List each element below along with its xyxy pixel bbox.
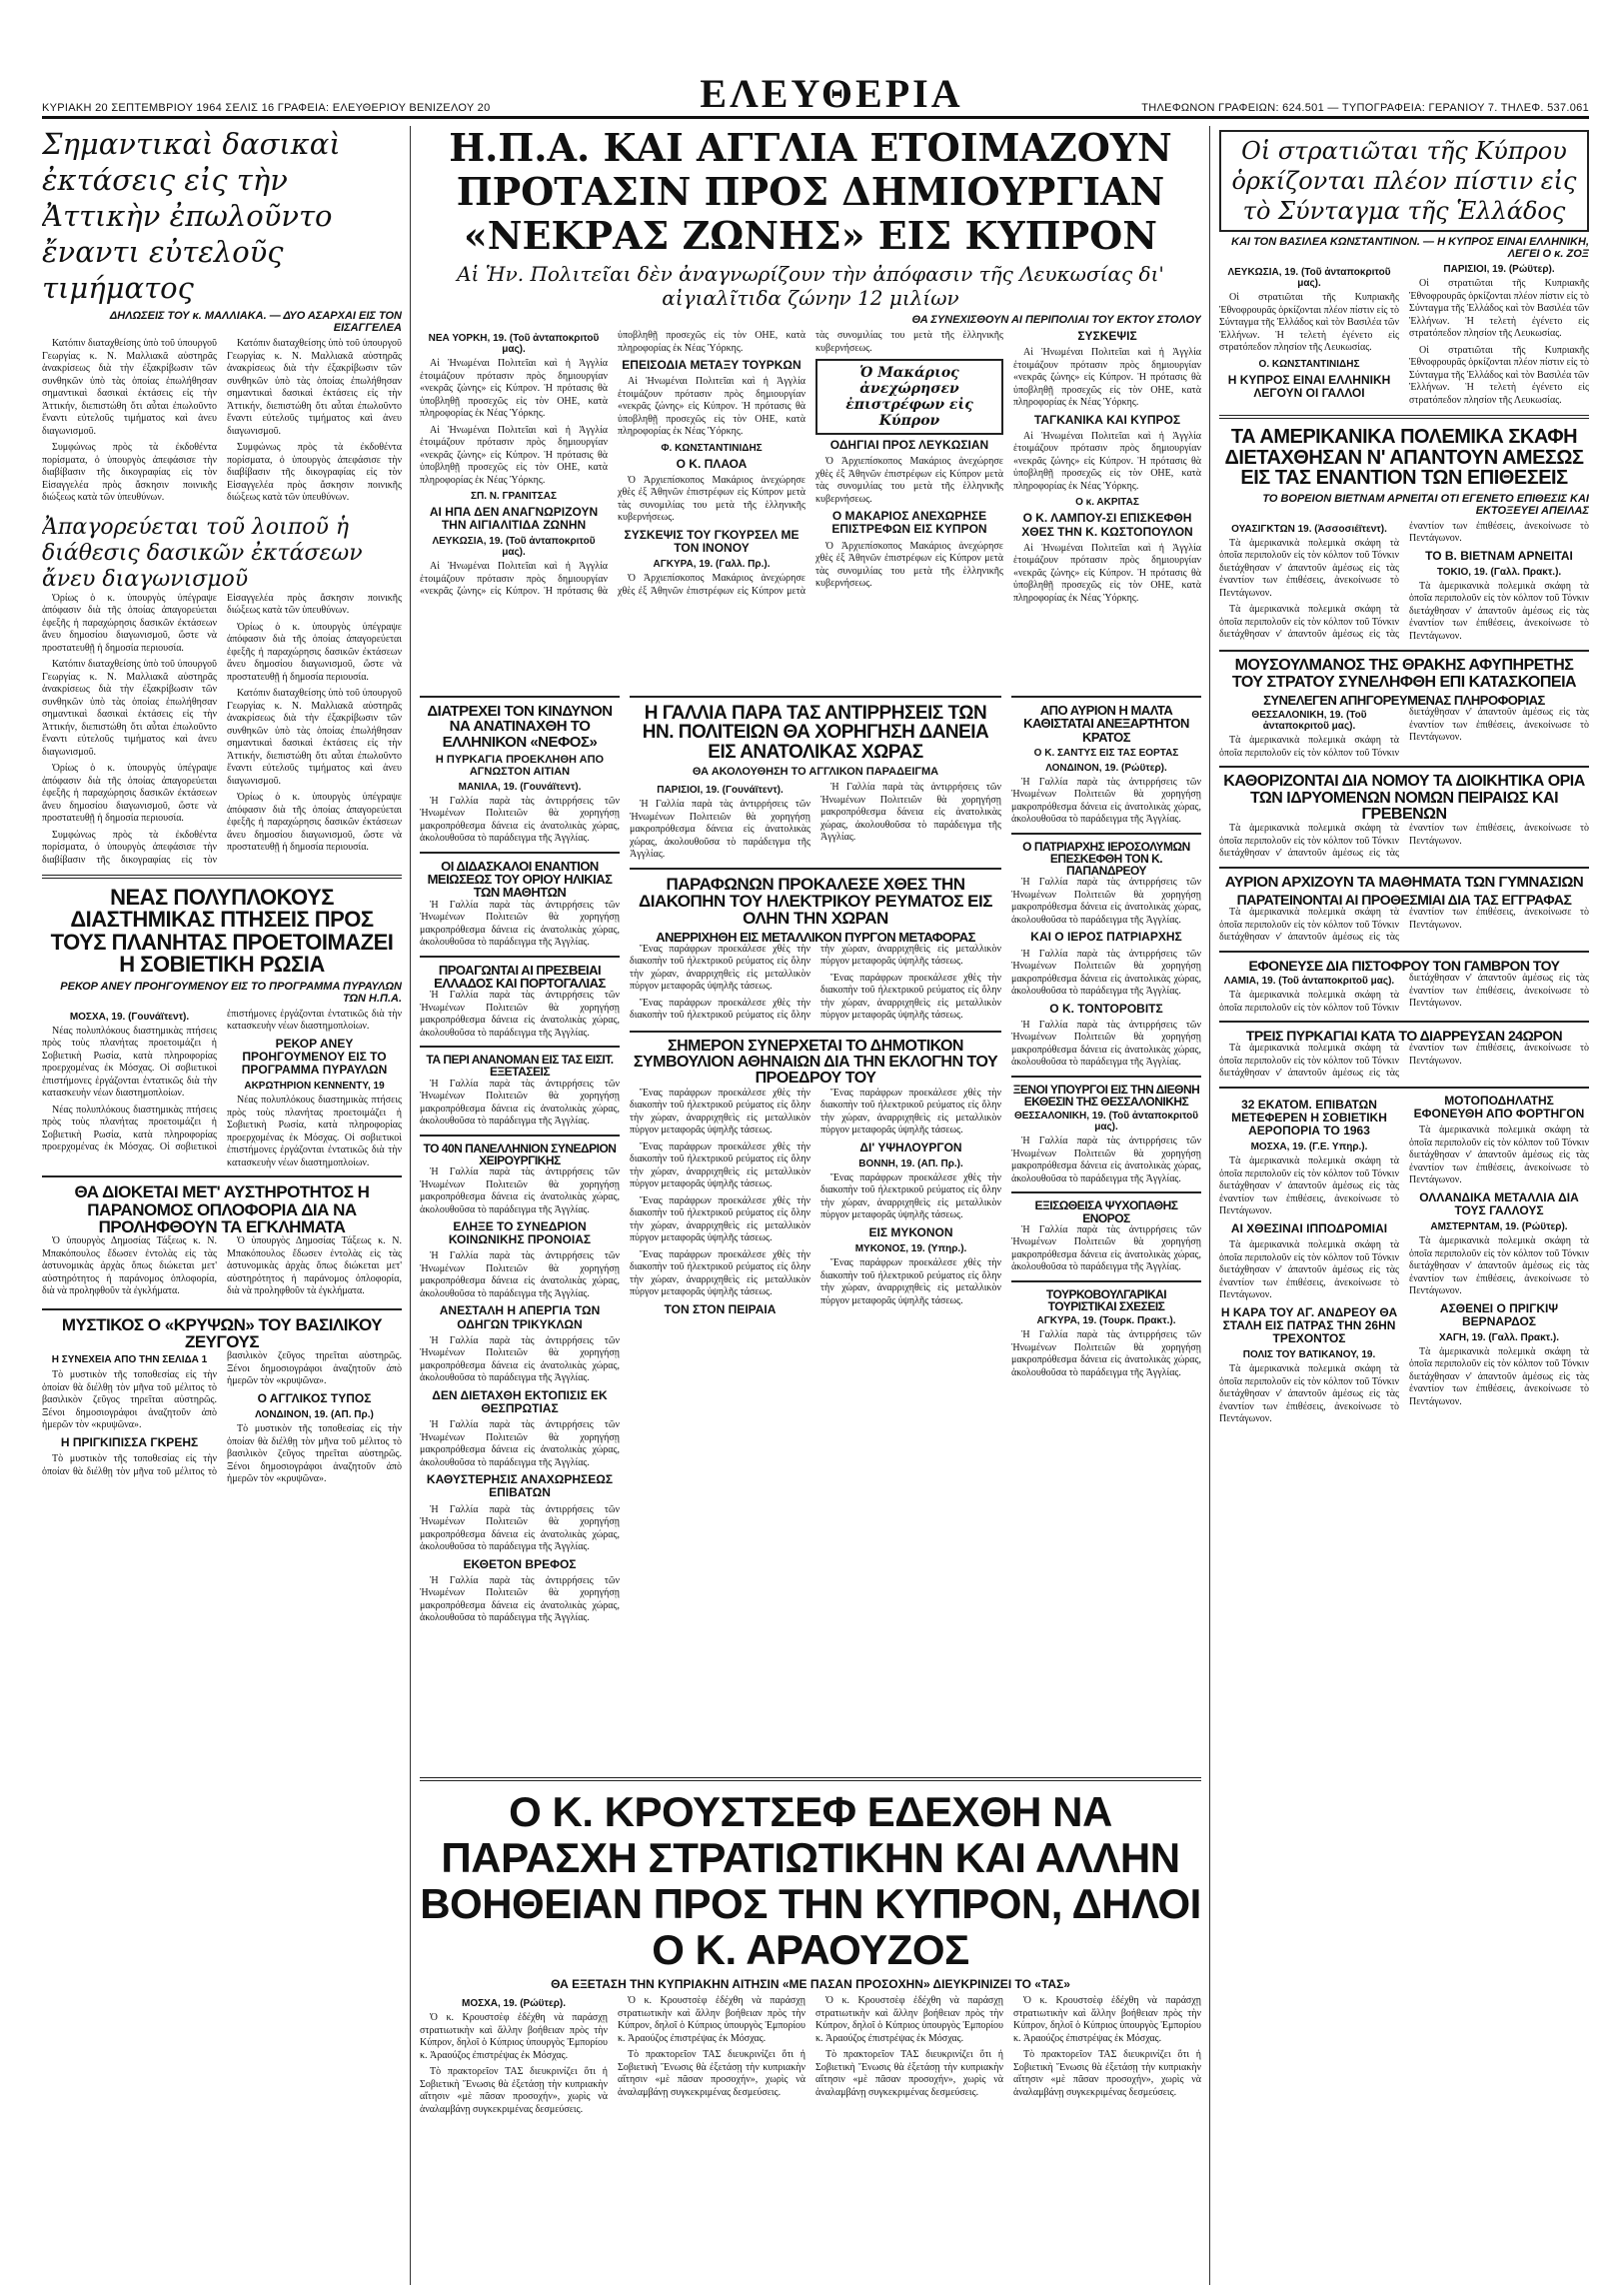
article-text: Ἡ Γαλλία παρὰ τὰς ἀντιρρήσεις τῶν Ἡνωμένων Πολιτειῶν θὰ χορηγήσῃ μακροπρόθεσμα δάνεια εἰς ἀνατολικὰς χώρας, ἀκολουθοῦσα τὸ παράδειγμα τῆς Ἀγγλίας. <box>1011 1329 1201 1378</box>
dateline: ΧΑΓΗ, 19. (Γαλλ. Πρακτ.). <box>1438 1331 1559 1343</box>
section-divider <box>1219 766 1589 768</box>
middle-col-3 <box>1011 690 1201 1759</box>
khrushchev-section <box>420 1769 1201 2279</box>
article-text: Ἡ Γαλλία παρὰ τὰς ἀντιρρήσεις τῶν Ἡνωμένων Πολιτειῶν θὰ χορηγήσῃ μακροπρόθεσμα δάνεια εἰς ἀνατολικὰς χώρας, ἀκολουθοῦσα τὸ παράδειγμα τῆς Ἀγγλίας. <box>420 1419 620 1468</box>
article-text: Ὁρίως ὁ κ. ὑπουργὸς ὑπέγραψε ἀπόφασιν διὰ τῆς ὁποίας ἀπαγορεύεται ἐφεξῆς ἡ παραχώρησις δασικῶν ἐκτάσεων ἄνευ δημοσίου διαγωνισμοῦ, ὥστε νὰ προστατευθῇ ἡ δημοσία περιουσία. <box>227 621 402 683</box>
article-text: Τὸ μυστικὸν τῆς τοποθεσίας εἰς τὴν ὁποίαν θὰ διέλθῃ τὸν μῆνα τοῦ μέλιτος τὸ βασιλικὸν ζεῦγος τηρεῖται αὐστηρῶς. Ξένοι δημοσιογράφοι ἀναζητοῦν ἀπὸ ἡμερῶν τὸν «κρυψῶνα». <box>42 1369 217 1431</box>
byline: Ο. ΚΩΝΣΤΑΝΤΙΝΙΔΗΣ <box>1258 358 1360 370</box>
section-subhead: 32 ΕΚΑΤΟΜ. ΕΠΙΒΑΤΩΝ ΜΕΤΕΦΕΡΕΝ Η ΣΟΒΙΕΤΙΚΗ ΑΕΡΟΠΟΡΙΑ ΤΟ 1963 <box>1231 1097 1387 1139</box>
deck: Αἱ Ἡν. Πολιτεῖαι δὲν ἀναγνωρίζουν τὴν ἀπόφασιν τῆς Λευκωσίας δι' αἰγιαλῖτιδα ζώνην 12 μιλίων <box>457 262 1164 310</box>
article-text: Ὁ κ. Κρουστσὲφ ἐδέχθη νὰ παράσχῃ στρατιωτικὴν καὶ ἄλλην βοήθειαν πρὸς τὴν Κύπρον, δηλοῖ ὁ Κύπριος ὑπουργὸς Ἐμπορίου κ. Ἀραούζος ἐπιστρέψας ἐκ Μόσχας. <box>618 1995 805 2044</box>
article-text: Τὸ πρακτορεῖον ΤΑΣ διευκρινίζει ὅτι ἡ Σοβιετικὴ Ἕνωσις θὰ ἐξετάσῃ τὴν κυπριακὴν αἴτησιν «μὲ πᾶσαν προσοχήν», χωρὶς νὰ ἀναλαμβάνῃ συγκεκριμένας δεσμεύσεις. <box>618 2049 805 2098</box>
article-text: Τὰ ἀμερικανικὰ πολεμικὰ σκάφη τὰ ὁποῖα περιπολοῦν εἰς τὸν κόλπον τοῦ Τόνκιν διετάχθησαν ν' ἀπαντοῦν ἀμέσως εἰς τὰς ἐναντίον των ἐπιθέσεις, ἀνεκοίνωσε τὸ Πεντάγωνον. <box>1409 1235 1589 1297</box>
newspaper-title: ΕΛΕΥΘΕΡΙΑ <box>700 71 963 116</box>
subheadline: ΑΝΕΡΡΙΧΗΘΗ ΕΙΣ ΜΕΤΑΛΛΙΚΟΝ ΠΥΡΓΟΝ ΜΕΤΑΦΟΡΑΣ <box>656 929 975 945</box>
headline-fires: ΤΡΕΙΣ ΠΥΡΚΑΓΙΑΙ ΚΑΤΑ ΤΟ ΔΙΑΡΡΕΥΣΑΝ 24ΩΡΟΝ <box>1245 1028 1563 1045</box>
dateline: ΛΕΥΚΩΣΙΑ, 19. (Τοῦ ἀνταποκριτοῦ μας). <box>432 536 596 559</box>
section-subhead: ΟΔΗΓΙΑΙ ΠΡΟΣ ΛΕΥΚΩΣΙΑΝ <box>829 438 989 452</box>
subheadline: ΚΑΙ ΤΟΝ ΒΑΣΙΛΕΑ ΚΩΝΣΤΑΝΤΙΝΟΝ. — Η ΚΥΠΡΟΣ ΕΙΝΑΙ ΕΛΛΗΝΙΚΗ, ΛΕΓΕΙ Ο κ. ΖΟΞ <box>1231 236 1589 260</box>
headline-forest-ban: Ἀπαγορεύεται τοῦ λοιποῦ ἡ διάθεσις δασικῶν ἐκτάσεων ἄνευ διαγωνισμοῦ <box>42 514 363 592</box>
headline-dead-zone: Η.Π.Α. ΚΑΙ ΑΓΓΛΙΑ ΕΤΟΙΜΑΖΟΥΝ ΠΡΟΤΑΣΙΝ ΠΡΟΣ ΔΗΜΙΟΥΡΓΙΑΝ «ΝΕΚΡΑΣ ΖΩΝΗΣ» ΕΙΣ ΚΥΠΡΟΝ <box>449 126 1172 258</box>
article-text: Ἕνας παράφρων προεκάλεσε χθὲς τὴν διακοπὴν τοῦ ἠλεκτρικοῦ ρεύματος εἰς ὅλην τὴν χώραν, ἀναρριχηθεὶς εἰς μεταλλικὸν πύργον μεταφορᾶς ὑψηλῆς τάσεως. <box>630 1248 810 1298</box>
article-text: Ἕνας παράφρων προεκάλεσε χθὲς τὴν διακοπὴν τοῦ ἠλεκτρικοῦ ρεύματος εἰς ὅλην τὴν χώραν, ἀναρριχηθεὶς εἰς μεταλλικὸν πύργον μεταφορᾶς ὑψηλῆς τάσεως. <box>630 1194 810 1244</box>
article-text: Ὁ ὑπουργὸς Δημοσίας Τάξεως κ. Ν. Μπακόπουλος ἔδωσεν ἐντολὰς εἰς τὰς ἀστυνομικὰς ἀρχὰς ὅπως διώκεται μετ' αὐστηρότητος ἡ παράνομος ὀπλοφορία, διὰ νὰ προληφθοῦν τὰ ἐγκλήματα. <box>42 1235 217 1297</box>
article-text: Ἕνας παράφρων προεκάλεσε χθὲς τὴν διακοπὴν τοῦ ἠλεκτρικοῦ ρεύματος εἰς ὅλην τὴν χώραν, ἀναρριχηθεὶς εἰς μεταλλικὸν πύργον μεταφορᾶς ὑψηλῆς τάσεως. <box>630 943 810 993</box>
article-text: Ὁ κ. Κρουστσὲφ ἐδέχθη νὰ παράσχῃ στρατιωτικὴν καὶ ἄλλην βοήθειαν πρὸς τὴν Κύπρον, δηλοῖ ὁ Κύπριος ὑπουργὸς Ἐμπορίου κ. Ἀραούζος ἐπιστρέψας ἐκ Μόσχας. <box>815 1995 1003 2044</box>
section-divider <box>1219 867 1589 869</box>
article-text: Ὁ ὑπουργὸς Δημοσίας Τάξεως κ. Ν. Μπακόπουλος ἔδωσεν ἐντολὰς εἰς τὰς ἀστυνομικὰς ἀρχὰς ὅπως διώκεται μετ' αὐστηρότητος ἡ παράνομος ὀπλοφορία, διὰ νὰ προληφθοῦν τὰ ἐγκλήματα. <box>227 1235 402 1297</box>
article-text: Αἱ Ἡνωμέναι Πολιτεῖαι καὶ ἡ Ἀγγλία ἑτοιμάζουν πρότασιν πρὸς δημιουργίαν «νεκρᾶς ζώνης» εἰς Κύπρον. Ἡ πρότασις θὰ ὑποβληθῇ προσεχῶς εἰς τὸν ΟΗΕ, κατὰ πληροφορίας ἐκ Νέας Ὑόρκης. <box>420 424 608 486</box>
article-text: Νέας πολυπλόκους διαστημικὰς πτήσεις πρὸς τοὺς πλανήτας προετοιμάζει ἡ Σοβιετικὴ Ρωσία, κατὰ πληροφορίας προερχομένας ἐκ Μόσχας. Οἱ σοβιετικοὶ ἐπιστήμονες ἐργάζονται ἐντατικῶς διὰ τὴν κατασκευὴν νέων διαστημοπλοίων. <box>42 1008 402 1153</box>
headline-france-loans: Η ΓΑΛΛΙΑ ΠΑΡΑ ΤΑΣ ΑΝΤΙΡΡΗΣΕΙΣ ΤΩΝ ΗΝ. ΠΟΛΙΤΕΙΩΝ ΘΑ ΧΟΡΗΓΗΣΗ ΔΑΝΕΙΑ ΕΙΣ ΑΝΑΤΟΛΙΚΑΣ ΧΩΡΑΣ <box>642 703 989 763</box>
article-text: Νέας πολυπλόκους διαστημικὰς πτήσεις πρὸς τοὺς πλανήτας προετοιμάζει ἡ Σοβιετικὴ Ρωσία, κατὰ πληροφορίας προερχομένας ἐκ Μόσχας. Οἱ σοβιετικοὶ ἐπιστήμονες ἐργάζονται ἐντατικῶς διὰ τὴν κατασκευὴν νέων διαστημοπλοίων. <box>42 1025 217 1100</box>
section-subhead: ΤΟΝ ΣΤΟΝ ΠΕΙΡΑΙΑ <box>664 1301 777 1316</box>
headline-exams: ΤΑ ΠΕΡΙ ΑΝΑΝΟΜΑΝ ΕΙΣ ΤΑΣ ΕΙΣΙΤ. ΕΞΕΤΑΣΕΙΣ <box>426 1053 614 1080</box>
center-middle <box>420 690 1201 1759</box>
section-divider <box>42 1175 402 1177</box>
article-text: Ἡ Γαλλία παρὰ τὰς ἀντιρρήσεις τῶν Ἡνωμένων Πολιτειῶν θὰ χορηγήσῃ μακροπρόθεσμα δάνεια εἰς ἀνατολικὰς χώρας, ἀκολουθοῦσα τὸ παράδειγμα τῆς Ἀγγλίας. <box>420 1250 620 1299</box>
section-divider <box>420 852 620 854</box>
section-subhead: ΤΑΓΚΑΝΙΚΑ ΚΑΙ ΚΥΠΡΟΣ <box>1033 412 1181 427</box>
dateline: ΛΕΥΚΩΣΙΑ, 19. (Τοῦ ἀνταποκριτοῦ μας). <box>1227 267 1391 289</box>
section-divider <box>420 1046 620 1048</box>
headline-foreign-ministers: ΞΕΝΟΙ ΥΠΟΥΡΓΟΙ ΕΙΣ ΤΗΝ ΔΙΕΘΝΗ ΕΚΘΕΣΙΝ ΤΗΣ ΘΕΣΣΑΛΟΝΙΚΗΣ <box>1012 1082 1200 1110</box>
article-text: Τὰ ἀμερικανικὰ πολεμικὰ σκάφη τὰ ὁποῖα περιπολοῦν εἰς τὸν κόλπον τοῦ Τόνκιν διετάχθησαν ν' ἀπαντοῦν ἀμέσως εἰς τὰς ἐναντίον των ἐπιθέσεις, ἀνεκοίνωσε τὸ Πεντάγωνον. <box>1219 537 1399 599</box>
section-divider <box>1219 415 1589 419</box>
headline-soviet-space: ΝΕΑΣ ΠΟΛΥΠΛΟΚΟΥΣ ΔΙΑΣΤΗΜΙΚΑΣ ΠΤΗΣΕΙΣ ΠΡΟΣ ΤΟΥΣ ΠΛΑΝΗΤΑΣ ΠΡΟΕΤΟΙΜΑΖΕΙ Η ΣΟΒΙΕΤΙΚΗ ΡΩΣΙΑ <box>50 885 394 978</box>
article-text: Τὸ μυστικὸν τῆς τοποθεσίας εἰς τὴν ὁποίαν θὰ διέλθῃ τὸν μῆνα τοῦ μέλιτος τὸ βασιλικὸν ζεῦγος τηρεῖται αὐστηρῶς. Ξένοι δημοσιογράφοι ἀναζητοῦν ἀπὸ ἡμερῶν τὸν «κρυψῶνα». <box>227 1423 402 1485</box>
section-divider <box>1011 1191 1201 1193</box>
deck-secondary: ΘΑ ΣΥΝΕΧΙΣΘΟΥΝ ΑΙ ΠΕΡΙΠΟΛΙΑΙ ΤΟΥ ΕΚΤΟΥ ΣΤΟΛΟΥ <box>911 314 1201 326</box>
article-text: Τὸ πρακτορεῖον ΤΑΣ διευκρινίζει ὅτι ἡ Σοβιετικὴ Ἕνωσις θὰ ἐξετάσῃ τὴν κυπριακὴν αἴτησιν «μὲ πᾶσαν προσοχήν», χωρὶς νὰ ἀναλαμβάνῃ συγκεκριμένας δεσμεύσεις. <box>815 2049 1003 2098</box>
section-divider <box>1011 1280 1201 1282</box>
subheadline: ΘΑ ΑΚΟΛΟΥΘΗΣΗ ΤΟ ΑΓΓΛΙΚΟΝ ΠΑΡΑΔΕΙΓΜΑ <box>692 766 939 779</box>
subheadline: ΠΑΡΑΤΕΙΝΟΝΤΑΙ ΑΙ ΠΡΟΘΕΣΜΙΑΙ ΔΙΑ ΤΑΣ ΕΓΓΡΑΦΑΣ <box>1236 892 1572 909</box>
article-text: Συμφώνως πρὸς τὰ ἐκδοθέντα πορίσματα, ὁ ὑπουργὸς ἀπεφάσισε τὴν διαβίβασιν τῆς δικογραφίας εἰς τὸν Εἰσαγγελέα πρὸς ἄσκησιν ποινικῆς διώξεως κατὰ τῶν ὑπευθύνων. <box>42 442 217 503</box>
article-text: Ὁρίως ὁ κ. ὑπουργὸς ὑπέγραψε ἀπόφασιν διὰ τῆς ὁποίας ἀπαγορεύεται ἐφεξῆς ἡ παραχώρησις δασικῶν ἐκτάσεων ἄνευ δημοσίου διαγωνισμοῦ, ὥστε νὰ προστατευθῇ ἡ δημοσία περιουσία. <box>42 592 217 654</box>
section-divider <box>1219 1087 1589 1089</box>
column-rule <box>410 126 411 2285</box>
section-subhead: Ο ΜΑΚΑΡΙΟΣ ΑΝΕΧΩΡΗΣΕ ΕΠΙΣΤΡΕΦΩΝ ΕΙΣ ΚΥΠΡΟΝ <box>831 509 987 537</box>
dateline: ΑΓΚΥΡΑ, 19. (Τουρκ. Πρακτ.). <box>1036 1315 1176 1327</box>
headline-us-warships: ΤΑ ΑΜΕΡΙΚΑΝΙΚΑ ΠΟΛΕΜΙΚΑ ΣΚΑΦΗ ΔΙΕΤΑΧΘΗΣΑΝ Ν' ΑΠΑΝΤΟΥΝ ΑΜΕΣΩΣ ΕΙΣ ΤΑΣ ΕΝΑΝΤΙΟΝ ΤΩΝ ΕΠΙΘΕΣΕΙΣ <box>1224 426 1584 490</box>
newspaper-page <box>42 70 1589 2289</box>
article-text: Τὰ ἀμερικανικὰ πολεμικὰ σκάφη τὰ ὁποῖα περιπολοῦν εἰς τὸν κόλπον τοῦ Τόνκιν διετάχθησαν ν' ἀπαντοῦν ἀμέσως εἰς τὰς ἐναντίον των ἐπιθέσεις, ἀνεκοίνωσε τὸ Πεντάγωνον. <box>1219 973 1589 1014</box>
headline-nefos: ΔΙΑΤΡΕΧΕΙ ΤΟΝ ΚΙΝΔΥΝΟΝ ΝΑ ΑΝΑΤΙΝΑΧΘΗ ΤΟ ΕΛΛΗΝΙΚΟΝ «ΝΕΦΟΣ» <box>427 703 613 751</box>
headline-surgery-congress: ΤΟ 40Ν ΠΑΝΕΛΛΗΝΙΟΝ ΣΥΝΕΔΡΙΟΝ ΧΕΙΡΟΥΡΓΙΚΗΣ <box>423 1141 617 1167</box>
article-text: Ἕνας παράφρων προεκάλεσε χθὲς τὴν διακοπὴν τοῦ ἠλεκτρικοῦ ρεύματος εἰς ὅλην τὴν χώραν, ἀναρριχηθεὶς εἰς μεταλλικὸν πύργον μεταφορᾶς ὑψηλῆς τάσεως. <box>630 943 1001 1022</box>
article-text: Ὁ Ἀρχιεπίσκοπος Μακάριος ἀνεχώρησε χθὲς ἐξ Ἀθηνῶν ἐπιστρέφων εἰς Κύπρον μετὰ τὰς συνομιλίας του μετὰ τῆς ἑλληνικῆς κυβερνήσεως. <box>815 456 1003 505</box>
section-subhead: ΤΟ Β. ΒΙΕΤΝΑΜ ΑΡΝΕΙΤΑΙ <box>1425 548 1573 563</box>
article-text: Ὁρίως ὁ κ. ὑπουργὸς ὑπέγραψε ἀπόφασιν διὰ τῆς ὁποίας ἀπαγορεύεται ἐφεξῆς ἡ παραχώρησις δασικῶν ἐκτάσεων ἄνευ δημοσίου διαγωνισμοῦ, ὥστε νὰ προστατευθῇ ἡ δημοσία περιουσία. <box>227 792 402 853</box>
article-text: Ἡ Γαλλία παρὰ τὰς ἀντιρρήσεις τῶν Ἡνωμένων Πολιτειῶν θὰ χορηγήσῃ μακροπρόθεσμα δάνεια εἰς ἀνατολικὰς χώρας, ἀκολουθοῦσα τὸ παράδειγμα τῆς Ἀγγλίας. <box>420 899 620 949</box>
subheadline: Η ΠΥΡΚΑΓΙΑ ΠΡΟΕΚΛΗΘΗ ΑΠΟ ΑΓΝΩΣΤΟΝ ΑΙΤΙΑΝ <box>435 753 605 778</box>
article-text: Τὰ ἀμερικανικὰ πολεμικὰ σκάφη τὰ ὁποῖα περιπολοῦν εἰς τὸν κόλπον τοῦ Τόνκιν διετάχθησαν ν' ἀπαντοῦν ἀμέσως εἰς τὰς ἐναντίον των ἐπιθέσεις, ἀνεκοίνωσε τὸ Πεντάγωνον. <box>1219 520 1589 641</box>
dateline: ΛΑΜΙΑ, 19. (Τοῦ ἀνταποκριτοῦ μας). <box>1223 976 1395 988</box>
continuation-note: Η ΣΥΝΕΧΕΙΑ ΑΠΟ ΤΗΝ ΣΕΛΙΔΑ 1 <box>51 1354 208 1366</box>
article-text: Ἡ Γαλλία παρὰ τὰς ἀντιρρήσεις τῶν Ἡνωμένων Πολιτειῶν θὰ χορηγήσῃ μακροπρόθεσμα δάνεια εἰς ἀνατολικὰς χώρας, ἀκολουθοῦσα τὸ παράδειγμα τῆς Ἀγγλίας. <box>420 1503 620 1553</box>
section-subhead: ΑΣΘΕΝΕΙ Ο ΠΡΙΓΚΙΨ ΒΕΡΝΑΡΔΟΣ <box>1439 1300 1559 1328</box>
dateline: ΛΟΝΔΙΝΟΝ, 19. (ΑΠ. Πρ.) <box>255 1409 374 1421</box>
headline-psychopath: ΕΞΙΣΩΘΕΙΣΑ ΨΥΧΟΠΑΘΗΣ ΕΝΟΡΟΣ <box>1034 1198 1178 1225</box>
headline-patriarch: Ο ΠΑΤΡΙΑΡΧΗΣ ΙΕΡΟΣΟΛΥΜΩΝ ΕΠΕΣΚΕΦΘΗ ΤΟΝ Κ. ΠΑΠΑΝΔΡΕΟΥ <box>1022 839 1190 879</box>
dateline: ΘΕΣΣΑΛΟΝΙΚΗ, 19. (Τοῦ ἀνταποκριτοῦ μας). <box>1013 1111 1199 1134</box>
section-divider <box>420 696 620 698</box>
dateline: ΠΟΛΙΣ ΤΟΥ ΒΑΤΙΚΑΝΟΥ, 19. <box>1242 1349 1376 1361</box>
section-divider <box>420 1135 620 1137</box>
section-subhead: Ο Κ. ΤΟΝΤΟΡΟΒΙΤΣ <box>1049 1001 1163 1016</box>
masthead-contact-line: ΤΗΛΕΦΩΝΟΝ ΓΡΑΦΕΙΩΝ: 624.501 — ΤΥΠΟΓΡΑΦΕΙΑ: ΓΕΡΑΝΙΟΥ 7. ΤΗΛΕΦ. 537.061 <box>1141 102 1589 114</box>
section-subhead: ΔΙ' ΥΨΗΛΟΥΡΓΟΝ <box>859 1140 962 1154</box>
article-text: Αἱ Ἡνωμέναι Πολιτεῖαι καὶ ἡ Ἀγγλία ἑτοιμάζουν πρότασιν πρὸς δημιουργίαν «νεκρᾶς ζώνης» εἰς Κύπρον. Ἡ πρότασις θὰ ὑποβληθῇ προσεχῶς εἰς τὸν ΟΗΕ, κατὰ πληροφορίας ἐκ Νέας Ὑόρκης. <box>1013 542 1201 604</box>
article-text: Συμφώνως πρὸς τὰ ἐκδοθέντα πορίσματα, ὁ ὑπουργὸς ἀπεφάσισε τὴν διαβίβασιν τῆς δικογραφίας εἰς τὸν Εἰσαγγελέα πρὸς ἄσκησιν ποινικῆς διώξεως κατὰ τῶν ὑπευθύνων. <box>227 442 402 503</box>
article-text: Ἡ Γαλλία παρὰ τὰς ἀντιρρήσεις τῶν Ἡνωμένων Πολιτειῶν θὰ χορηγήσῃ μακροπρόθεσμα δάνεια εἰς ἀνατολικὰς χώρας, ἀκολουθοῦσα τὸ παράδειγμα τῆς Ἀγγλίας. <box>1011 1223 1201 1273</box>
headline-royal-hideaway: ΜΥΣΤΙΚΟΣ Ο «ΚΡΥΨΩΝ» ΤΟΥ ΒΑΣΙΛΙΚΟΥ ΖΕΥΓΟΥΣ <box>61 1314 383 1352</box>
middle-col-1 <box>420 690 620 1759</box>
headline-khrushchev: Ο Κ. ΚΡΟΥΣΤΣΕΦ ΕΔΕΧΘΗ ΝΑ ΠΑΡΑΣΧΗ ΣΤΡΑΤΙΩΤΙΚΗΝ ΚΑΙ ΑΛΛΗΝ ΒΟΗΘΕΙΑΝ ΠΡΟΣ ΤΗΝ ΚΥΠΡΟΝ, ΔΗΛΟΙ Ο Κ. ΑΡΑΟΥΖΟΣ <box>420 1788 1201 1973</box>
article-text: Ὁ Ἀρχιεπίσκοπος Μακάριος ἀνεχώρησε χθὲς ἐξ Ἀθηνῶν ἐπιστρέφων εἰς Κύπρον μετὰ τὰς συνομιλίας του μετὰ τῆς ἑλληνικῆς κυβερνήσεως. <box>815 540 1003 590</box>
article-text: Τὰ ἀμερικανικὰ πολεμικὰ σκάφη τὰ ὁποῖα περιπολοῦν εἰς τὸν κόλπον τοῦ Τόνκιν διετάχθησαν ν' ἀπαντοῦν ἀμέσως εἰς τὰς ἐναντίον των ἐπιθέσεις, ἀνεκοίνωσε τὸ Πεντάγωνον. <box>1409 580 1589 642</box>
article-text: Αἱ Ἡνωμέναι Πολιτεῖαι καὶ ἡ Ἀγγλία ἑτοιμάζουν πρότασιν πρὸς δημιουργίαν «νεκρᾶς ζώνης» εἰς Κύπρον. Ἡ πρότασις θὰ ὑποβληθῇ προσεχῶς εἰς τὸν ΟΗΕ, κατὰ πληροφορίας ἐκ Νέας Ὑόρκης. <box>420 358 608 419</box>
headline-espionage: ΜΟΥΣΟΥΛΜΑΝΟΣ ΤΗΣ ΘΡΑΚΗΣ ΑΦΥΠΗΡΕΤΗΣ ΤΟΥ ΣΤΡΑΤΟΥ ΣΥΝΕΛΗΦΘΗ ΕΠΙ ΚΑΤΑΣΚΟΠΕΙΑ <box>1231 657 1577 691</box>
article-text: Ἡ Γαλλία παρὰ τὰς ἀντιρρήσεις τῶν Ἡνωμένων Πολιτειῶν θὰ χορηγήσῃ μακροπρόθεσμα δάνεια εἰς ἀνατολικὰς χώρας, ἀκολουθοῦσα τὸ παράδειγμα τῆς Ἀγγλίας. <box>420 1078 620 1128</box>
dateline: ΟΥΑΣΙΓΚΤΩΝ 19. (Ἀσσοσιέϊτεντ). <box>1231 523 1387 535</box>
article-text: Ἡ Γαλλία παρὰ τὰς ἀντιρρήσεις τῶν Ἡνωμένων Πολιτειῶν θὰ χορηγήσῃ μακροπρόθεσμα δάνεια εἰς ἀνατολικὰς χώρας, ἀκολουθοῦσα τὸ παράδειγμα τῆς Ἀγγλίας. <box>420 1166 620 1215</box>
dateline: ΒΟΝΝΗ, 19. (ΑΠ. Πρ.). <box>858 1157 963 1169</box>
section-subhead: ΔΕΝ ΔΙΕΤΑΧΘΗ ΕΚΤΟΠΙΣΙΣ ΕΚ ΘΕΣΠΡΩΤΙΑΣ <box>432 1387 608 1416</box>
section-subhead: ΡΕΚΟΡ ΑΝΕΥ ΠΡΟΗΓΟΥΜΕΝΟΥ ΕΙΣ ΤΟ ΠΡΟΓΡΑΜΜΑ ΠΥΡΑΥΛΩΝ <box>241 1036 388 1078</box>
dateline: ΛΟΝΔΙΝΟΝ, 19. (Ρώϋτερ). <box>1045 762 1167 774</box>
section-divider <box>1219 1021 1589 1023</box>
article-text: Ὁρίως ὁ κ. ὑπουργὸς ὑπέγραψε ἀπόφασιν διὰ τῆς ὁποίας ἀπαγορεύεται ἐφεξῆς ἡ παραχώρησις δασικῶν ἐκτάσεων ἄνευ δημοσίου διαγωνισμοῦ, ὥστε νὰ προστατευθῇ ἡ δημοσία περιουσία. <box>42 763 217 824</box>
subheadline: ΔΗΛΩΣΕΙΣ ΤΟΥ κ. ΜΑΛΛΙΑΚΑ. — ΔΥΟ ΑΣΑΡΧΑΙ ΕΙΣ ΤΟΝ ΕΙΣΑΓΓΕΛΕΑ <box>109 310 402 334</box>
subheadline: ΘΑ ΕΞΕΤΑΣΗ ΤΗΝ ΚΥΠΡΙΑΚΗΝ ΑΙΤΗΣΙΝ «ΜΕ ΠΑΣΑΝ ΠΡΟΣΟΧΗΝ» ΔΙΕΥΚΡΙΝΙΖΕΙ ΤΟ «ΤΑΣ» <box>551 1977 1070 1991</box>
section-divider <box>630 868 1001 870</box>
dateline: ΠΑΡΙΣΙΟΙ, 19. (Ρώϋτερ). <box>1443 264 1555 275</box>
article-text: Ἡ Γαλλία παρὰ τὰς ἀντιρρήσεις τῶν Ἡνωμένων Πολιτειῶν θὰ χορηγήσῃ μακροπρόθεσμα δάνεια εἰς ἀνατολικὰς χώρας, ἀκολουθοῦσα τὸ παράδειγμα τῆς Ἀγγλίας. <box>420 990 620 1039</box>
article-text: Τὰ ἀμερικανικὰ πολεμικὰ σκάφη τὰ ὁποῖα περιπολοῦν εἰς τὸν κόλπον τοῦ Τόνκιν διετάχθησαν ν' ἀπαντοῦν ἀμέσως εἰς τὰς ἐναντίον των ἐπιθέσεις, ἀνεκοίνωσε τὸ Πεντάγωνον. <box>1219 1155 1399 1217</box>
section-divider <box>420 956 620 958</box>
article-text: Οἱ στρατιῶται τῆς Κυπριακῆς Ἐθνοφρουρᾶς ὁρκίζονται πλέον πίστιν εἰς τὸ Σύνταγμα τῆς Ἑλλάδος καὶ τὸν Βασιλέα τῶν Ἑλλήνων. Ἡ τελετὴ ἐγένετο εἰς στρατόπεδον πλησίον τῆς Λευκωσίας. <box>1409 278 1589 339</box>
article-text: Αἱ Ἡνωμέναι Πολιτεῖαι καὶ ἡ Ἀγγλία ἑτοιμάζουν πρότασιν πρὸς δημιουργίαν «νεκρᾶς ζώνης» εἰς Κύπρον. Ἡ πρότασις θὰ ὑποβληθῇ προσεχῶς εἰς τὸν ΟΗΕ, κατὰ πληροφορίας ἐκ Νέας Ὑόρκης. <box>1013 347 1201 409</box>
left-column <box>42 126 402 1486</box>
article-text: Ἕνας παράφρων προεκάλεσε χθὲς τὴν διακοπὴν τοῦ ἠλεκτρικοῦ ρεύματος εἰς ὅλην τὴν χώραν, ἀναρριχηθεὶς εἰς μεταλλικὸν πύργον μεταφορᾶς ὑψηλῆς τάσεως. <box>820 1087 1001 1137</box>
subheadline: Ο Κ. ΣΑΝΤΥΣ ΕΙΣ ΤΑΣ ΕΟΡΤΑΣ <box>1033 747 1179 759</box>
dateline: ΠΑΡΙΣΙΟΙ, 19. (Γουνάϊτεντ). <box>657 785 784 797</box>
article-text: Ἕνας παράφρων προεκάλεσε χθὲς τὴν διακοπὴν τοῦ ἠλεκτρικοῦ ρεύματος εἰς ὅλην τὴν χώραν, ἀναρριχηθεὶς εἰς μεταλλικὸν πύργον μεταφορᾶς ὑψηλῆς τάσεως. <box>630 1141 810 1190</box>
headline-power-outage: ΠΑΡΑΦΩΝΩΝ ΠΡΟΚΑΛΕΣΕ ΧΘΕΣ ΤΗΝ ΔΙΑΚΟΠΗΝ ΤΟΥ ΗΛΕΚΤΡΙΚΟΥ ΡΕΥΜΑΤΟΣ ΕΙΣ ΟΛΗΝ ΤΗΝ ΧΩΡΑΝ <box>639 874 992 929</box>
section-subhead: Ο ΑΓΓΛΙΚΟΣ ΤΥΠΟΣ <box>257 1390 372 1405</box>
article-text: Ἡ Γαλλία παρὰ τὰς ἀντιρρήσεις τῶν Ἡνωμένων Πολιτειῶν θὰ χορηγήσῃ μακροπρόθεσμα δάνεια εἰς ἀνατολικὰς χώρας, ἀκολουθοῦσα τὸ παράδειγμα τῆς Ἀγγλίας. <box>1011 1136 1201 1184</box>
article-text: Κατόπιν διαταχθείσης ὑπὸ τοῦ ὑπουργοῦ Γεωργίας κ. Ν. Μαλλιακᾶ αὐστηρᾶς ἀνακρίσεως διὰ τὴν ἐξακρίβωσιν τῶν συνθηκῶν ὑπὸ τὰς ὁποίας ἐπωλήθησαν σημαντικαὶ δασικαὶ ἐκτάσεις εἰς τὴν Ἀττικήν, διεπιστώθη ὅτι αὗται ἐπωλοῦντο ἔναντι εὐτελοῦς τιμήματος καὶ ἀνευ διαγωνισμοῦ. <box>227 338 402 437</box>
section-divider <box>42 1308 402 1310</box>
article-text: Ὁ κ. Κρουστσὲφ ἐδέχθη νὰ παράσχῃ στρατιωτικὴν καὶ ἄλλην βοήθειαν πρὸς τὴν Κύπρον, δηλοῖ ὁ Κύπριος ὑπουργὸς Ἐμπορίου κ. Ἀραούζος ἐπιστρέψας ἐκ Μόσχας. <box>1013 1995 1201 2044</box>
subheadline: ΤΟ ΒΟΡΕΙΟΝ ΒΙΕΤΝΑΜ ΑΡΝΕΙΤΑΙ ΟΤΙ ΕΓΕΝΕΤΟ ΕΠΙΘΕΣΙΣ ΚΑΙ ΕΚΤΟΞΕΥΕΙ ΑΠΕΙΛΑΣ <box>1262 492 1589 517</box>
headline-tourism: ΤΟΥΡΚΟΒΟΥΛΓΑΡΙΚΑΙ ΤΟΥΡΙΣΤΙΚΑΙ ΣΧΕΣΕΙΣ <box>1045 1286 1167 1313</box>
section-subhead: ΟΛΛΑΝΔΙΚΑ ΜΕΤΑΛΛΙΑ ΔΙΑ ΤΟΥΣ ΓΑΛΛΟΥΣ <box>1419 1189 1579 1217</box>
column-rule <box>1209 126 1210 2285</box>
headline-prefectures: ΚΑΘΟΡΙΖΟΝΤΑΙ ΔΙΑ ΝΟΜΟΥ ΤΑ ΔΙΟΙΚΗΤΙΚΑ ΟΡΙΑ ΤΩΝ ΙΔΡΥΟΜΕΝΩΝ ΝΟΜΩΝ ΠΕΙΡΑΙΩΣ ΚΑΙ ΓΡΕΒΕΝΩΝ <box>1223 773 1585 823</box>
article-text: Αἱ Ἡνωμέναι Πολιτεῖαι καὶ ἡ Ἀγγλία ἑτοιμάζουν πρότασιν πρὸς δημιουργίαν «νεκρᾶς ζώνης» εἰς Κύπρον. Ἡ πρότασις θὰ ὑποβληθῇ προσεχῶς εἰς τὸν ΟΗΕ, κατὰ πληροφορίας ἐκ Νέας Ὑόρκης. <box>1013 430 1201 492</box>
section-subhead: ΕΚΘΕΤΟΝ ΒΡΕΦΟΣ <box>463 1556 577 1571</box>
article-text: Τὰ ἀμερικανικὰ πολεμικὰ σκάφη τὰ ὁποῖα περιπολοῦν εἰς τὸν κόλπον τοῦ Τόνκιν διετάχθησαν ν' ἀπαντοῦν ἀμέσως εἰς τὰς ἐναντίον των ἐπιθέσεις, ἀνεκοίνωσε τὸ Πεντάγωνον. <box>1409 1345 1589 1407</box>
article-text: Ἕνας παράφρων προεκάλεσε χθὲς τὴν διακοπὴν τοῦ ἠλεκτρικοῦ ρεύματος εἰς ὅλην τὴν χώραν, ἀναρριχηθεὶς εἰς μεταλλικὸν πύργον μεταφορᾶς ὑψηλῆς τάσεως. <box>820 1257 1001 1306</box>
headline-murder: ΕΦΟΝΕΥΣΕ ΔΙΑ ΠΙΣΤΟΦΡΟΥ ΤΟΝ ΓΑΜΒΡΟΝ ΤΟΥ <box>1248 957 1560 974</box>
masthead <box>42 70 1589 119</box>
section-subhead: Ο Κ. ΛΑΜΠΟΥ-ΣΙ ΕΠΙΣΚΕΦΘΗ ΧΘΕΣ ΤΗΝ Κ. ΚΩΣΤΟΠΟΥΛΟΝ <box>1021 511 1193 539</box>
article-text: Αἱ Ἡνωμέναι Πολιτεῖαι καὶ ἡ Ἀγγλία ἑτοιμάζουν πρότασιν πρὸς δημιουργίαν «νεκρᾶς ζώνης» εἰς Κύπρον. Ἡ πρότασις θὰ ὑποβληθῇ προσεχῶς εἰς τὸν ΟΗΕ, κατὰ πληροφορίας ἐκ Νέας Ὑόρκης. <box>420 330 805 598</box>
article-text: Τὰ ἀμερικανικὰ πολεμικὰ σκάφη τὰ ὁποῖα περιπολοῦν εἰς τὸν κόλπον τοῦ Τόνκιν διετάχθησαν ν' ἀπαντοῦν ἀμέσως εἰς τὰς ἐναντίον των ἐπιθέσεις, ἀνεκοίνωσε τὸ Πεντάγωνον. <box>1409 1125 1589 1186</box>
section-divider <box>1011 1076 1201 1078</box>
section-subhead: Η ΚΑΡΑ ΤΟΥ ΑΓ. ΑΝΔΡΕΟΥ ΘΑ ΣΤΑΛΗ ΕΙΣ ΠΑΤΡΑΣ ΤΗΝ 26ΗΝ ΤΡΕΧΟΝΤΟΣ <box>1220 1304 1398 1345</box>
article-text: Ἡ Γαλλία παρὰ τὰς ἀντιρρήσεις τῶν Ἡνωμένων Πολιτειῶν θὰ χορηγήσῃ μακροπρόθεσμα δάνεια εἰς ἀνατολικὰς χώρας, ἀκολουθοῦσα τὸ παράδειγμα τῆς Ἀγγλίας. <box>630 799 810 861</box>
section-subhead: ΕΛΗΞΕ ΤΟ ΣΥΝΕΔΡΙΟΝ ΚΟΙΝΩΝΙΚΗΣ ΠΡΟΝΟΙΑΣ <box>448 1219 592 1247</box>
subheadline: ΣΥΝΕΛΕΓΕΝ ΑΠΗΓΟΡΕΥΜΕΝΑΣ ΠΛΗΡΟΦΟΡΙΑΣ <box>1263 693 1545 709</box>
center-lead <box>420 126 1201 686</box>
article-text: Κατόπιν διαταχθείσης ὑπὸ τοῦ ὑπουργοῦ Γεωργίας κ. Ν. Μαλλιακᾶ αὐστηρᾶς ἀνακρίσεως διὰ τὴν ἐξακρίβωσιν τῶν συνθηκῶν ὑπὸ τὰς ὁποίας ἐπωλήθησαν σημαντικαὶ δασικαὶ ἐκτάσεις εἰς τὴν Ἀττικήν, διεπιστώθη ὅτι αὗται ἐπωλοῦντο ἔναντι εὐτελοῦς τιμήματος καὶ ἀνευ διαγωνισμοῦ. <box>42 659 217 758</box>
article-text: Ἡ Γαλλία παρὰ τὰς ἀντιρρήσεις τῶν Ἡνωμένων Πολιτειῶν θὰ χορηγήσῃ μακροπρόθεσμα δάνεια εἰς ἀνατολικὰς χώρας, ἀκολουθοῦσα τὸ παράδειγμα τῆς Ἀγγλίας. <box>1011 776 1201 826</box>
article-text: Ἡ Γαλλία παρὰ τὰς ἀντιρρήσεις τῶν Ἡνωμένων Πολιτειῶν θὰ χορηγήσῃ μακροπρόθεσμα δάνεια εἰς ἀνατολικὰς χώρας, ἀκολουθοῦσα τὸ παράδειγμα τῆς Ἀγγλίας. <box>1011 877 1201 926</box>
dateline: ΜΟΣΧΑ, 19. (Γουνάϊτεντ). <box>69 1011 190 1023</box>
article-text: Κατόπιν διαταχθείσης ὑπὸ τοῦ ὑπουργοῦ Γεωργίας κ. Ν. Μαλλιακᾶ αὐστηρᾶς ἀνακρίσεως διὰ τὴν ἐξακρίβωσιν τῶν συνθηκῶν ὑπὸ τὰς ὁποίας ἐπωλήθησαν σημαντικαὶ δασικαὶ ἐκτάσεις εἰς τὴν Ἀττικήν, διεπιστώθη ὅτι αὗται ἐπωλοῦντο ἔναντι εὐτελοῦς τιμήματος καὶ ἀνευ διαγωνισμοῦ. <box>42 338 217 437</box>
article-text: Οἱ στρατιῶται τῆς Κυπριακῆς Ἐθνοφρουρᾶς ὁρκίζονται πλέον πίστιν εἰς τὸ Σύνταγμα τῆς Ἑλλάδος καὶ τὸν Βασιλέα τῶν Ἑλλήνων. Ἡ τελετὴ ἐγένετο εἰς στρατόπεδον πλησίον τῆς Λευκωσίας. <box>1219 292 1399 353</box>
dateline: ΜΥΚΟΝΟΣ, 19. (Υπηρ.). <box>854 1243 967 1255</box>
section-divider <box>1219 951 1589 953</box>
section-subhead: ΕΙΣ ΜΥΚΟΝΟΝ <box>868 1224 953 1239</box>
article-text: Ἡ Γαλλία παρὰ τὰς ἀντιρρήσεις τῶν Ἡνωμένων Πολιτειῶν θὰ χορηγήσῃ μακροπρόθεσμα δάνεια εἰς ἀνατολικὰς χώρας, ἀκολουθοῦσα τὸ παράδειγμα τῆς Ἀγγλίας. <box>420 1574 620 1624</box>
dateline: ΑΜΣΤΕΡΝΤΑΜ, 19. (Ρώϋτερ). <box>1430 1221 1568 1233</box>
section-subhead: ΜΟΤΟΠΟΔΗΛΑΤΗΣ ΕΦΟΝΕΥΘΗ ΑΠΟ ΦΟΡΤΗΓΟΝ <box>1413 1093 1585 1122</box>
article-text: Ἡ Γαλλία παρὰ τὰς ἀντιρρήσεις τῶν Ἡνωμένων Πολιτειῶν θὰ χορηγήσῃ μακροπρόθεσμα δάνεια εἰς ἀνατολικὰς χώρας, ἀκολουθοῦσα τὸ παράδειγμα τῆς Ἀγγλίας. <box>1011 1019 1201 1069</box>
section-divider <box>1011 696 1201 698</box>
section-divider <box>42 875 402 879</box>
section-divider <box>1219 650 1589 652</box>
article-text: Ἡ Γαλλία παρὰ τὰς ἀντιρρήσεις τῶν Ἡνωμένων Πολιτειῶν θὰ χορηγήσῃ μακροπρόθεσμα δάνεια εἰς ἀνατολικὰς χώρας, ἀκολουθοῦσα τὸ παράδειγμα τῆς Ἀγγλίας. <box>420 1334 620 1384</box>
article-text: Τὸ πρακτορεῖον ΤΑΣ διευκρινίζει ὅτι ἡ Σοβιετικὴ Ἕνωσις θὰ ἐξετάσῃ τὴν κυπριακὴν αἴτησιν «μὲ πᾶσαν προσοχήν», χωρὶς νὰ ἀναλαμβάνῃ συγκεκριμένας δεσμεύσεις. <box>1013 2049 1201 2098</box>
section-subhead: Η ΚΥΠΡΟΣ ΕΙΝΑΙ ΕΛΛΗΝΙΚΗ ΛΕΓΟΥΝ ΟΙ ΓΑΛΛΟΙ <box>1227 372 1391 400</box>
section-subhead: ΣΥΣΚΕΨΙΣ ΤΟΥ ΓΚΟΥΡΣΕΛ ΜΕ ΤΟΝ ΙΝΟΝΟΥ <box>624 527 800 556</box>
section-subhead: ΣΥΣΚΕΨΙΣ <box>1077 329 1137 343</box>
article-text: Συμφώνως πρὸς τὰ ἐκδοθέντα πορίσματα, ὁ ὑπουργὸς ἀπεφάσισε τὴν διαβίβασιν τῆς δικογραφίας εἰς τὸν Εἰσαγγελέα πρὸς ἄσκησιν ποινικῆς διώξεως κατὰ τῶν ὑπευθύνων. <box>42 592 402 866</box>
article-text: Ἕνας παράφρων προεκάλεσε χθὲς τὴν διακοπὴν τοῦ ἠλεκτρικοῦ ρεύματος εἰς ὅλην τὴν χώραν, ἀναρριχηθεὶς εἰς μεταλλικὸν πύργον μεταφορᾶς ὑψηλῆς τάσεως. <box>630 1087 810 1137</box>
subheadline: ΡΕΚΟΡ ΑΝΕΥ ΠΡΟΗΓΟΥΜΕΝΟΥ ΕΙΣ ΤΟ ΠΡΟΓΡΑΜΜΑ ΠΥΡΑΥΛΩΝ ΤΩΝ Η.Π.Α. <box>60 980 402 1005</box>
headline-schools: ΑΥΡΙΟΝ ΑΡΧΙΖΟΥΝ ΤΑ ΜΑΘΗΜΑΤΑ ΤΩΝ ΓΥΜΝΑΣΙΩΝ <box>1224 873 1584 891</box>
section-divider <box>420 1777 1201 1781</box>
article-text: Ὁ κ. Κρουστσὲφ ἐδέχθη νὰ παράσχῃ στρατιωτικὴν καὶ ἄλλην βοήθειαν πρὸς τὴν Κύπρον, δηλοῖ ὁ Κύπριος ὑπουργὸς Ἐμπορίου κ. Ἀραούζος ἐπιστρέψας ἐκ Μόσχας. <box>420 2012 608 2061</box>
article-text: Τὸ πρακτορεῖον ΤΑΣ διευκρινίζει ὅτι ἡ Σοβιετικὴ Ἕνωσις θὰ ἐξετάσῃ τὴν κυπριακὴν αἴτησιν «μὲ πᾶσαν προσοχήν», χωρὶς νὰ ἀναλαμβάνῃ συγκεκριμένας δεσμεύσεις. <box>420 2066 608 2115</box>
dateline: ΜΟΣΧΑ, 19. (Ρώϋτερ). <box>461 1998 566 2009</box>
section-subhead: ΚΑΘΥΣΤΕΡΗΣΙΣ ΑΝΑΧΩΡΗΣΕΩΣ ΕΠΙΒΑΤΩΝ <box>426 1472 614 1500</box>
article-text: Κατόπιν διαταχθείσης ὑπὸ τοῦ ὑπουργοῦ Γεωργίας κ. Ν. Μαλλιακᾶ αὐστηρᾶς ἀνακρίσεως διὰ τὴν ἐξακρίβωσιν τῶν συνθηκῶν ὑπὸ τὰς ὁποίας ἐπωλήθησαν σημαντικαὶ δασικαὶ ἐκτάσεις εἰς τὴν Ἀττικήν, διεπιστώθη ὅτι αὗται ἐπωλοῦντο ἔναντι εὐτελοῦς τιμήματος καὶ ἀνευ διαγωνισμοῦ. <box>227 688 402 787</box>
article-text: Τὰ ἀμερικανικὰ πολεμικὰ σκάφη τὰ ὁποῖα περιπολοῦν εἰς τὸν κόλπον τοῦ Τόνκιν διετάχθησαν ν' ἀπαντοῦν ἀμέσως εἰς τὰς ἐναντίον των ἐπιθέσεις, ἀνεκοίνωσε τὸ Πεντάγωνον. <box>1219 1363 1399 1425</box>
section-subhead: Ο Κ. ΠΛΑΟΑ <box>676 456 748 471</box>
section-subhead: ΕΠΕΙΣΟΔΙΑ ΜΕΤΑΞΥ ΤΟΥΡΚΩΝ <box>622 358 801 372</box>
right-column <box>1219 126 1589 1426</box>
article-text: Τὸ μυστικὸν τῆς τοποθεσίας εἰς τὴν ὁποίαν θὰ διέλθῃ τὸν μῆνα τοῦ μέλιτος τὸ βασιλικὸν ζεῦγος τηρεῖται αὐστηρῶς. Ξένοι δημοσιογράφοι ἀναζητοῦν ἀπὸ ἡμερῶν τὸν «κρυψῶνα». <box>42 1350 402 1477</box>
section-divider <box>1011 833 1201 835</box>
headline-malta: ΑΠΟ ΑΥΡΙΟΝ Η ΜΑΛΤΑ ΚΑΘΙΣΤΑΤΑΙ ΑΝΕΞΑΡΤΗΤΟΝ ΚΡΑΤΟΣ <box>1023 703 1189 745</box>
headline-embassies: ΠΡΟΑΓΩΝΤΑΙ ΑΙ ΠΡΕΣΒΕΙΑΙ ΕΛΛΑΔΟΣ ΚΑΙ ΠΟΡΤΟΓΑΛΙΑΣ <box>434 962 606 991</box>
dateline: ΤΟΚΙΟ, 19. (Γαλλ. Πρακτ.). <box>1436 566 1562 578</box>
section-subhead: ΑΙ ΧΘΕΣΙΝΑΙ ΙΠΠΟΔΡΟΜΙΑΙ <box>1230 1220 1388 1235</box>
cyprus-soldiers-box <box>1219 130 1589 232</box>
article-text: Τὰ ἀμερικανικὰ πολεμικὰ σκάφη τὰ ὁποῖα περιπολοῦν εἰς τὸν κόλπον τοῦ Τόνκιν διετάχθησαν ν' ἀπαντοῦν ἀμέσως εἰς τὰς ἐναντίον των ἐπιθέσεις, ἀνεκοίνωσε τὸ Πεντάγωνον. <box>1219 907 1589 944</box>
article-text: Αἱ Ἡνωμέναι Πολιτεῖαι καὶ ἡ Ἀγγλία ἑτοιμάζουν πρότασιν πρὸς δημιουργίαν «νεκρᾶς ζώνης» εἰς Κύπρον. Ἡ πρότασις θὰ ὑποβληθῇ προσεχῶς εἰς τὸν ΟΗΕ, κατὰ πληροφορίας ἐκ Νέας Ὑόρκης. <box>618 376 805 438</box>
article-text: Ὁ Ἀρχιεπίσκοπος Μακάριος ἀνεχώρησε χθὲς ἐξ Ἀθηνῶν ἐπιστρέφων εἰς Κύπρον μετὰ τὰς συνομιλίας του μετὰ τῆς ἑλληνικῆς κυβερνήσεως. <box>618 330 1003 597</box>
dateline: ΑΚΡΩΤΗΡΙΟΝ ΚΕΝΝΕΝΤΥ, 19 <box>244 1081 385 1093</box>
headline-teachers: ΟΙ ΔΙΔΑΣΚΑΛΟΙ ΕΝΑΝΤΙΟΝ ΜΕΙΩΣΕΩΣ ΤΟΥ ΟΡΙΟΥ ΗΛΙΚΙΑΣ ΤΩΝ ΜΑΘΗΤΩΝ <box>427 858 613 901</box>
section-subhead: ΑΝΕΣΤΑΛΗ Η ΑΠΕΡΓΙΑ ΤΩΝ ΟΔΗΓΩΝ ΤΡΙΚΥΚΛΩΝ <box>439 1303 601 1331</box>
dateline: ΜΑΝΙΛΑ, 19. (Γουνάϊτεντ). <box>458 781 582 793</box>
section-subhead: ΑΙ ΗΠΑ ΔΕΝ ΑΝΑΓΝΩΡΙΖΟΥΝ ΤΗΝ ΑΙΓΙΑΛΙΤΙΔΑ ΖΩΝΗΝ <box>429 505 599 533</box>
dateline: ΘΕΣΣΑΛΟΝΙΚΗ, 19. (Τοῦ ἀνταποκριτοῦ μας). <box>1251 710 1367 733</box>
article-text: Τὰ ἀμερικανικὰ πολεμικὰ σκάφη τὰ ὁποῖα περιπολοῦν εἰς τὸν κόλπον τοῦ Τόνκιν διετάχθησαν ν' ἀπαντοῦν ἀμέσως εἰς τὰς ἐναντίον των ἐπιθέσεις, ἀνεκοίνωσε τὸ Πεντάγωνον. <box>1219 1043 1589 1080</box>
section-subhead: ΚΑΙ Ο ΙΕΡΟΣ ΠΑΤΡΙΑΡΧΗΣ <box>1030 930 1182 945</box>
makarios-box <box>815 359 1003 435</box>
article-text: Τὰ ἀμερικανικὰ πολεμικὰ σκάφη τὰ ὁποῖα περιπολοῦν εἰς τὸν κόλπον τοῦ Τόνκιν διετάχθησαν ν' ἀπαντοῦν ἀμέσως εἰς τὰς ἐναντίον των ἐπιθέσεις, ἀνεκοίνωσε τὸ Πεντάγωνον. <box>1219 707 1589 759</box>
dateline: ΜΟΣΧΑ, 19. (Γ.Ε. Υπηρ.). <box>1250 1142 1368 1153</box>
section-subhead: Η ΠΡΙΓΚΙΠΙΣΣΑ ΓΚΡΕΗΣ <box>60 1434 199 1449</box>
article-text: Νέας πολυπλόκους διαστημικὰς πτήσεις πρὸς τοὺς πλανήτας προετοιμάζει ἡ Σοβιετικὴ Ρωσία, κατὰ πληροφορίας προερχομένας ἐκ Μόσχας. Οἱ σοβιετικοὶ ἐπιστήμονες ἐργάζονται ἐντατικῶς διὰ τὴν κατασκευὴν νέων διαστημοπλοίων. <box>227 1095 402 1168</box>
article-text: Ἕνας παράφρων προεκάλεσε χθὲς τὴν διακοπὴν τοῦ ἠλεκτρικοῦ ρεύματος εἰς ὅλην τὴν χώραν, ἀναρριχηθεὶς εἰς μεταλλικὸν πύργον μεταφορᾶς ὑψηλῆς τάσεως. <box>820 972 1001 1022</box>
headline-cyprus-soldiers: Οἱ στρατιῶται τῆς Κύπρου ὁρκίζονται πλέον πίστιν εἰς τὸ Σύνταγμα τῆς Ἑλλάδος <box>1231 137 1577 225</box>
box-headline: Ὁ Μακάριος ἀνεχώρησεν ἐπιστρέφων εἰς Κύπρον <box>845 365 973 429</box>
article-text: Τὰ ἀμερικανικὰ πολεμικὰ σκάφη τὰ ὁποῖα περιπολοῦν εἰς τὸν κόλπον τοῦ Τόνκιν διετάχθησαν ν' ἀπαντοῦν ἀμέσως εἰς τὰς ἐναντίον των ἐπιθέσεις, ἀνεκοίνωσε τὸ Πεντάγωνον. <box>1219 823 1589 860</box>
dateline: ΝΕΑ ΥΟΡΚΗ, 19. (Τοῦ ἀνταποκριτοῦ μας). <box>428 333 600 355</box>
article-text: Ἡ Γαλλία παρὰ τὰς ἀντιρρήσεις τῶν Ἡνωμένων Πολιτειῶν θὰ χορηγήσῃ μακροπρόθεσμα δάνεια εἰς ἀνατολικὰς χώρας, ἀκολουθοῦσα τὸ παράδειγμα τῆς Ἀγγλίας. <box>820 782 1001 844</box>
article-text: Τὰ ἀμερικανικὰ πολεμικὰ σκάφη τὰ ὁποῖα περιπολοῦν εἰς τὸν κόλπον τοῦ Τόνκιν διετάχθησαν ν' ἀπαντοῦν ἀμέσως εἰς τὰς ἐναντίον των ἐπιθέσεις, ἀνεκοίνωσε τὸ Πεντάγωνον. <box>1219 1239 1399 1301</box>
article-text: Ὁ Ἀρχιεπίσκοπος Μακάριος ἀνεχώρησε χθὲς ἐξ Ἀθηνῶν ἐπιστρέφων εἰς Κύπρον μετὰ τὰς συνομιλίας του μετὰ τῆς ἑλληνικῆς κυβερνήσεως. <box>618 474 805 524</box>
section-divider <box>630 1031 1001 1033</box>
headline-firearms: ΘΑ ΔΙΟΚΕΤΑΙ ΜΕΤ' ΑΥΣΤΗΡΟΤΗΤΟΣ Η ΠΑΡΑΝΟΜΟΣ ΟΠΛΟΦΟΡΙΑ ΔΙΑ ΝΑ ΠΡΟΛΗΦΘΟΥΝ ΤΑ ΕΓΚΛΗΜΑΤΑ <box>74 1182 370 1236</box>
byline: Ο κ. ΑΚΡΙΤΑΣ <box>1075 497 1139 509</box>
section-divider <box>630 696 1001 698</box>
headline-forest-lands: Σημαντικαὶ δασικαὶ ἐκτάσεις εἰς τὴν Ἀττικὴν ἐπωλοῦντο ἔναντι εὐτελοῦς τιμήματος <box>42 127 341 305</box>
article-text: Οἱ στρατιῶται τῆς Κυπριακῆς Ἐθνοφρουρᾶς ὁρκίζονται πλέον πίστιν εἰς τὸ Σύνταγμα τῆς Ἑλλάδος καὶ τὸν Βασιλέα τῶν Ἑλλήνων. Ἡ τελετὴ ἐγένετο εἰς στρατόπεδον πλησίον τῆς Λευκωσίας. <box>1409 344 1589 406</box>
article-text: Ἕνας παράφρων προεκάλεσε χθὲς τὴν διακοπὴν τοῦ ἠλεκτρικοῦ ρεύματος εἰς ὅλην τὴν χώραν, ἀναρριχηθεὶς εἰς μεταλλικὸν πύργον μεταφορᾶς ὑψηλῆς τάσεως. <box>820 1171 1001 1221</box>
masthead-date-line: ΚΥΡΙΑΚΗ 20 ΣΕΠΤΕΜΒΡΙΟΥ 1964 ΣΕΛΙΣ 16 ΓΡΑΦΕΙΑ: ΕΛΕΥΘΕΡΙΟΥ ΒΕΝΙΖΕΛΟΥ 20 <box>42 102 491 114</box>
headline-athens-council: ΣΗΜΕΡΟΝ ΣΥΝΕΡΧΕΤΑΙ ΤΟ ΔΗΜΟΤΙΚΟΝ ΣΥΜΒΟΥΛΙΟΝ ΑΘΗΝΑΙΩΝ ΔΙΑ ΤΗΝ ΕΚΛΟΓΗΝ ΤΟΥ ΠΡΟΕΔΡΟΥ ΤΟΥ <box>633 1037 998 1088</box>
byline: ΣΠ. Ν. ΓΡΑΝΙΤΣΑΣ <box>470 491 558 502</box>
dateline: ΑΓΚΥΡΑ, 19. (Γαλλ. Πρ.). <box>653 559 771 571</box>
middle-col-2 <box>630 690 1001 1759</box>
article-text: Ἡ Γαλλία παρὰ τὰς ἀντιρρήσεις τῶν Ἡνωμένων Πολιτειῶν θὰ χορηγήσῃ μακροπρόθεσμα δάνεια εἰς ἀνατολικὰς χώρας, ἀκολουθοῦσα τὸ παράδειγμα τῆς Ἀγγλίας. <box>420 795 620 845</box>
article-text: Ἡ Γαλλία παρὰ τὰς ἀντιρρήσεις τῶν Ἡνωμένων Πολιτειῶν θὰ χορηγήσῃ μακροπρόθεσμα δάνεια εἰς ἀνατολικὰς χώρας, ἀκολουθοῦσα τὸ παράδειγμα τῆς Ἀγγλίας. <box>1011 948 1201 998</box>
byline: Φ. ΚΩΝΣΤΑΝΤΙΝΙΔΗΣ <box>661 442 763 454</box>
